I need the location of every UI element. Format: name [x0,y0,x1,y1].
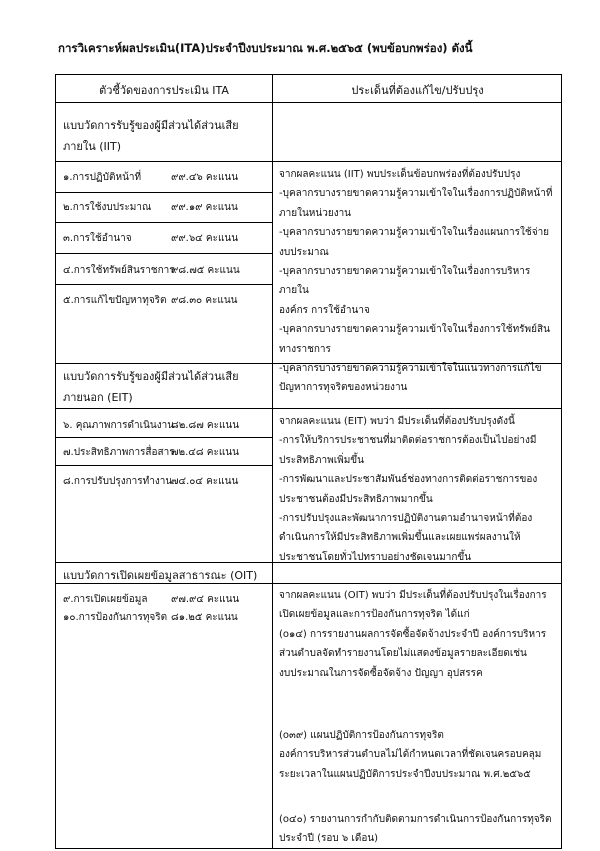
indicator-label: ๑๐.การป้องกันการทุจริต [63,612,168,623]
indicator-score: ๗๒.๔๘ คะแนน [171,447,239,458]
indicator-score: ๙๙.๔๖ คะแนน [171,172,239,183]
issues-eit [279,412,559,567]
issue-line: ประชาชนโดยทั่วไปทราบอย่างชัดเจนมากขึ้น [279,551,472,563]
item-divider [56,284,272,285]
issue-line: ประจำปี (รอบ ๖ เดือน) [279,833,379,845]
issue-line: -บุคลากรบางรายขาดความรู้ความเข้าใจในเรื่องแผนการใช้จ่าย [279,227,550,239]
ita-analysis-table [55,74,562,849]
issue-line: -บุคลากรบางรายขาดความรู้ความเข้าใจในแนวทางการแก้ไข [279,363,542,375]
issue-line: งบประมาณในการจัดซื้อจัดจ้าง ปัญญา อุปสรรค [279,667,483,679]
indicator-score: ๙๘.๓๐ คะแนน [171,295,238,306]
item-divider [56,437,272,438]
indicator-score: ๙๗.๙๔ คะแนน [171,594,240,605]
indicator-label: ๘.การปรับปรุงการทำงาน [63,476,173,487]
issue-line: ระยะเวลาในแผนปฏิบัติการประจำปีงบประมาณ พ.ศ.๒๕๖๕ [279,768,531,780]
row-divider [56,363,561,364]
row-divider [56,583,561,584]
issue-line: ดำเนินการให้มีประสิทธิภาพเพิ่มขึ้นและเผยแพร่ผลงานให้ [279,532,521,544]
issue-line: จากผลคะแนน (OIT) พบว่า มีประเด็นที่ต้องปรับปรุงในเรื่องการ [279,590,547,601]
row-divider [56,562,561,563]
issue-line: -การให้บริการประชาชนที่มาติดต่อราชการต้องเป็นไปอย่างมี [279,435,537,447]
item-divider [56,222,272,223]
issue-line: จากผลคะแนน (IIT) พบประเด็นข้อบกพร่องที่ต้องปรับปรุง [279,169,521,180]
issue-line: งบประมาณ [279,246,329,258]
row-divider [56,408,561,409]
issue-line: ทางราชการ [279,343,331,355]
issue-line: ปัญหาการทุจริตของหน่วยงาน [279,382,408,394]
column-divider [272,75,273,848]
indicator-label: ๑.การปฏิบัติหน้าที่ [63,172,142,183]
indicator-label: ๗.ประสิทธิภาพการสื่อสาร [63,447,175,458]
issue-line: (o๓๙) แผนปฏิบัติการป้องกันการทุจริต [279,730,444,741]
header-indicator: ตัวชี้วัดของการประเมิน ITA [99,84,229,97]
issue-line: เปิดเผยข้อมูลและการป้องกันการทุจริต ได้แก่ [279,609,470,621]
item-divider [56,253,272,254]
section-title-eit: แบบวัดการรับรู้ของผู้มีส่วนได้ส่วนเสียภายนอก (EIT) [63,370,239,404]
issue-line: องค์การบริหารส่วนตำบลไม่ได้กำหนดเวลาที่ชัดเจนครอบคลุม [279,749,542,761]
item-divider [56,192,272,193]
row-divider [56,102,561,103]
issues-oit-o40 [279,810,559,849]
page-title: การวิเคราะห์ผลประเมิน(ITA)ประจำปีงบประมาณ พ.ศ.๒๕๖๕ (พบข้อบกพร่อง) ดังนี้ [58,41,473,55]
indicator-label: ๒.การใช้งบประมาณ [63,202,152,213]
indicator-score: ๘๒.๘๗ คะแนน [171,420,240,431]
issue-line: ประสิทธิภาพเพิ่มขึ้น [279,454,364,466]
issue-line: ส่วนตำบลจัดทำรายงานโดยไม่แสดงข้อมูลรายละเอียดเช่น [279,648,527,660]
indicator-label: ๙.การเปิดเผยข้อมูล [63,594,148,605]
indicator-score: ๙๘.๗๕ คะแนน [171,265,240,276]
section-title-oit: แบบวัดการเปิดเผยข้อมูลสาธารณะ (OIT) [63,569,258,582]
indicator-label: ๓.การใช้อำนาจ [63,233,132,244]
issues-oit-o39 [279,726,559,784]
issues-oit-summary [279,586,559,683]
indicator-label: ๕.การแก้ไขปัญหาทุจริต [63,295,167,306]
issue-line: -บุคลากรบางรายขาดความรู้ความเข้าใจในเรื่องการใช้ทรัพย์สิน [279,324,550,336]
issue-line: -การปรับปรุงและพัฒนาการปฏิบัติงานตามอำนาจหน้าที่ต้อง [279,513,533,525]
issue-line: องค์กร การใช้อำนาจ [279,304,370,316]
indicator-label: ๔.การใช้ทรัพย์สินราชการ [63,265,175,276]
issue-line: (o๔๐) รายงานการกำกับติดตามการดำเนินการป้องกันการทุจริต [279,814,552,825]
section-title-iit: แบบวัดการรับรู้ของผู้มีส่วนได้ส่วนเสียภายใน (IIT) [63,119,239,153]
indicator-score: ๙๙.๖๔ คะแนน [171,233,239,244]
row-divider [56,161,561,162]
issue-line: -บุคลากรบางรายขาดความรู้ความเข้าใจในเรื่องการบริหารภายใน [279,266,531,297]
issue-line: -บุคลากรบางรายขาดความรู้ความเข้าใจในเรื่องการปฏิบัติหน้าที่ [279,188,553,200]
indicator-score: ๗๔.๐๔ คะแนน [171,476,239,487]
issue-line: (o๑๔) การรายงานผลการจัดซื้อจัดจ้างประจำปี องค์การบริหาร [279,628,547,640]
indicator-score: ๙๙.๑๙ คะแนน [171,202,238,213]
issue-line: ประชาชนต้องมีประสิทธิภาพมากขึ้น [279,493,433,505]
issue-line: ภายในหน่วยงาน [279,207,352,219]
item-divider [56,465,272,466]
issue-line: จากผลคะแนน (EIT) พบว่า มีประเด็นที่ต้องปรับปรุงดังนี้ [279,416,515,427]
indicator-label: ๖. คุณภาพการดำเนินงาน [63,420,175,431]
issue-line: -การพัฒนาและประชาสัมพันธ์ช่องทางการติดต่อราชการของ [279,474,538,486]
indicator-score: ๘๑.๒๕ คะแนน [171,612,238,623]
header-issues: ประเด็นที่ต้องแก้ไข/ปรับปรุง [351,84,484,97]
